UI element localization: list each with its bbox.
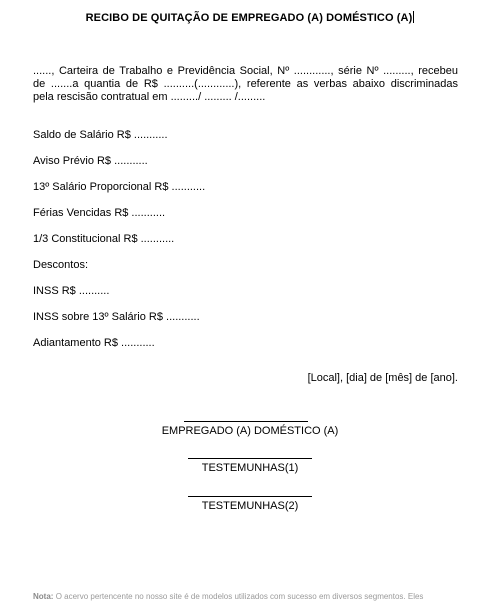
item-1-3-constitucional: 1/3 Constitucional R$ ........... <box>33 233 175 245</box>
signature-witness-1-block <box>0 458 500 474</box>
intro-line-2: de .......a quantia de R$ ..........(............), referente as verbas abaixo discriminadas <box>33 78 458 90</box>
item-saldo-salario: Saldo de Salário R$ ........... <box>33 129 168 141</box>
document-title <box>0 11 500 24</box>
intro-line-1: ......, Carteira de Trabalho e Previdência Social, Nº ............, série Nº ........., recebeu <box>33 65 458 77</box>
item-inss-13-salario: INSS sobre 13º Salário R$ ........... <box>33 311 200 323</box>
item-13-salario-proporcional: 13º Salário Proporcional R$ ........... <box>33 181 206 193</box>
text-cursor <box>413 11 414 23</box>
note-text: O acervo pertencente no nosso site é de modelos utilizados com sucesso em diversos segmentos. Eles <box>55 592 424 601</box>
intro-paragraph <box>33 65 458 104</box>
document-title-text: RECIBO DE QUITAÇÃO DE EMPREGADO (A) DOMÉSTICO (A) <box>85 12 413 24</box>
signature-witness-1-label: TESTEMUNHAS(1) <box>201 462 299 474</box>
item-adiantamento: Adiantamento R$ ........... <box>33 337 155 349</box>
signature-line <box>188 458 312 459</box>
item-inss: INSS R$ .......... <box>33 285 110 297</box>
signature-line <box>184 421 308 422</box>
intro-line-3: pela rescisão contratual em ........./ ......... /......... <box>33 91 266 103</box>
item-descontos-heading: Descontos: <box>33 259 89 271</box>
item-aviso-previo: Aviso Prévio R$ ........... <box>33 155 148 167</box>
item-ferias-vencidas: Férias Vencidas R$ ........... <box>33 207 166 219</box>
signature-witness-2-block <box>0 496 500 512</box>
signature-employee-block <box>0 421 500 437</box>
signature-employee-label: EMPREGADO (A) DOMÉSTICO (A) <box>161 425 339 437</box>
items-list <box>33 129 473 363</box>
place-date: [Local], [dia] de [mês] de [ano]. <box>307 372 458 384</box>
note-label: Nota: <box>33 592 54 601</box>
signature-witness-2-label: TESTEMUNHAS(2) <box>201 500 299 512</box>
signature-line <box>188 496 312 497</box>
